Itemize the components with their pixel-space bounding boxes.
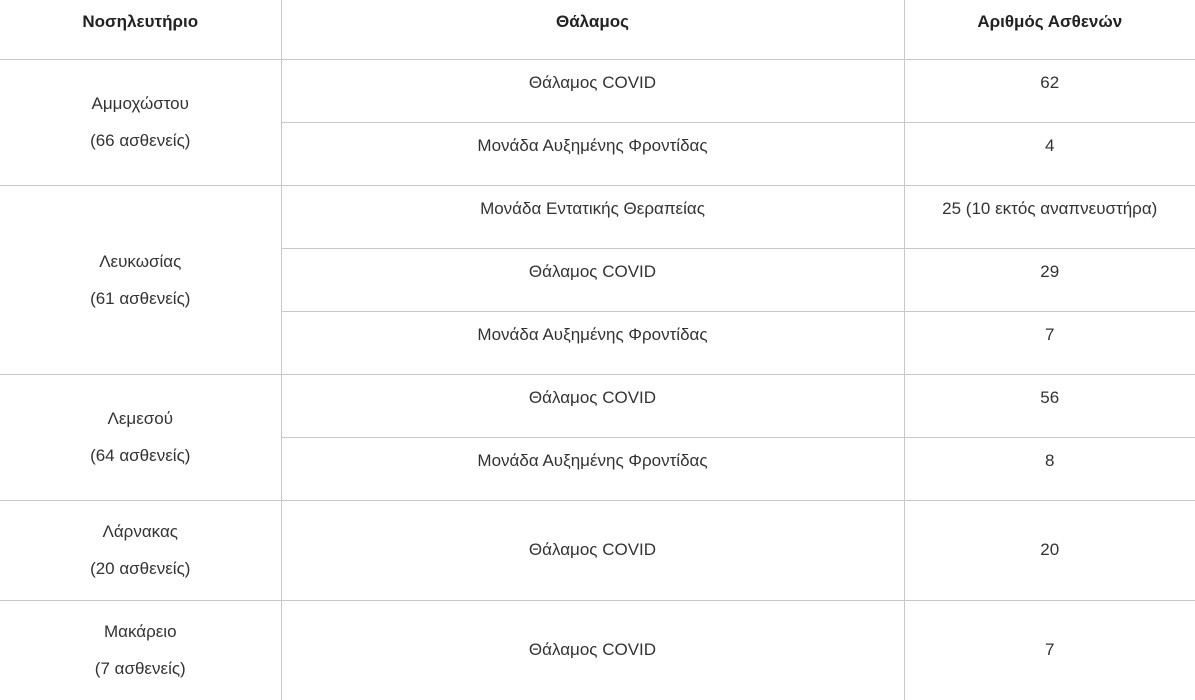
ward-cell: Μονάδα Εντατικής Θεραπείας	[281, 185, 904, 248]
patients-cell: 20	[904, 500, 1195, 600]
ward-cell: Μονάδα Αυξημένης Φροντίδας	[281, 437, 904, 500]
hospital-cell-makareio	[0, 600, 281, 700]
table-row	[0, 374, 1195, 437]
patients-cell: 8	[904, 437, 1195, 500]
patients-cell: 29	[904, 248, 1195, 311]
ward-cell: Θάλαμος COVID	[281, 59, 904, 122]
ward-cell: Μονάδα Αυξημένης Φροντίδας	[281, 122, 904, 185]
header-patients: Αριθμός Ασθενών	[904, 0, 1195, 59]
hospital-cell-lefkosias	[0, 185, 281, 374]
ward-cell: Θάλαμος COVID	[281, 374, 904, 437]
hospital-cell-larnakas	[0, 500, 281, 600]
hospital-cell-ammochostou	[0, 59, 281, 185]
table-row	[0, 185, 1195, 248]
hospital-name: Αμμοχώστου	[91, 94, 189, 113]
table-row	[0, 59, 1195, 122]
hospital-name: Λεμεσού	[107, 409, 174, 428]
ward-cell: Μονάδα Αυξημένης Φροντίδας	[281, 311, 904, 374]
ward-cell: Θάλαμος COVID	[281, 600, 904, 700]
header-ward: Θάλαμος	[281, 0, 904, 59]
hospital-total: (20 ασθενείς)	[90, 559, 191, 578]
hospital-name: Μακάρειο	[103, 622, 177, 642]
header-hospital: Νοσηλευτήριο	[0, 0, 281, 59]
table-row	[0, 500, 1195, 600]
table-header-row	[0, 0, 1195, 59]
patients-cell: 62	[904, 59, 1195, 122]
hospital-name: Λάρνακας	[102, 522, 178, 541]
patients-cell: 56	[904, 374, 1195, 437]
patients-cell: 7	[904, 600, 1195, 700]
hospital-name: Λευκωσίας	[99, 251, 182, 271]
hospital-total: (61 ασθενείς)	[90, 288, 191, 308]
hospital-total: (7 ασθενείς)	[94, 659, 186, 679]
hospital-total: (66 ασθενείς)	[90, 131, 191, 150]
patients-cell: 25 (10 εκτός αναπνευστήρα)	[904, 185, 1195, 248]
patients-cell: 7	[904, 311, 1195, 374]
ward-cell: Θάλαμος COVID	[281, 248, 904, 311]
patients-cell: 4	[904, 122, 1195, 185]
hospital-cell-lemesou	[0, 374, 281, 500]
table-row	[0, 600, 1195, 700]
hospital-total: (64 ασθενείς)	[90, 446, 191, 465]
ward-cell: Θάλαμος COVID	[281, 500, 904, 600]
